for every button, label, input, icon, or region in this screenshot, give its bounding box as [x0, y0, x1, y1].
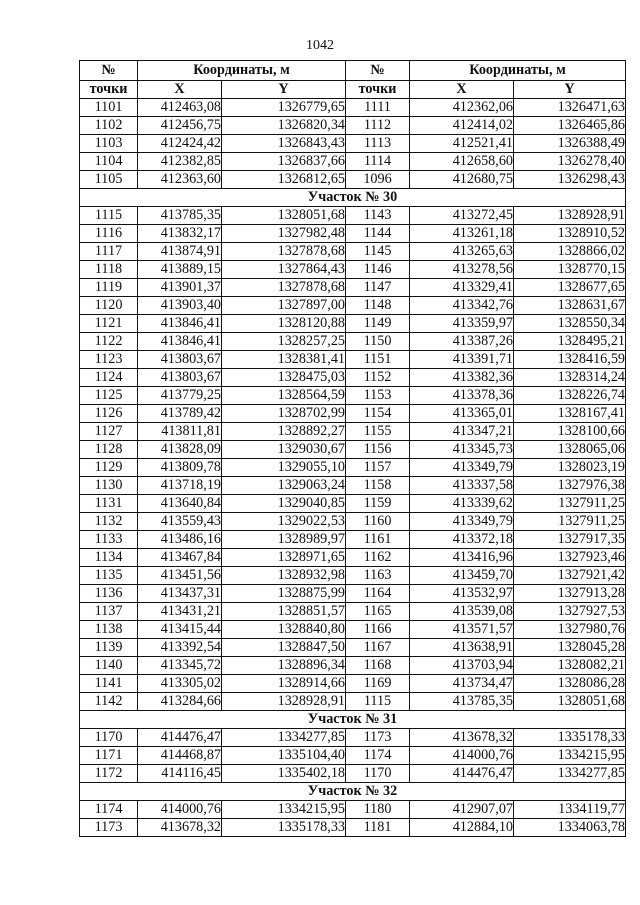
table-row	[80, 549, 626, 567]
table-row	[80, 117, 626, 135]
y-coordinate-left: 1335104,40	[222, 747, 346, 765]
y-coordinate-left: 1327982,48	[222, 225, 346, 243]
x-coordinate-right: 412362,06	[410, 99, 514, 117]
table-row	[80, 801, 626, 819]
y-coordinate-right: 1328910,52	[514, 225, 626, 243]
point-number-left: 1125	[80, 387, 138, 405]
point-number-right: 1156	[346, 441, 410, 459]
point-number-left: 1121	[80, 315, 138, 333]
x-coordinate-left: 413640,84	[138, 495, 222, 513]
y-coordinate-left: 1328564,59	[222, 387, 346, 405]
coordinates-table	[79, 60, 626, 837]
y-coordinate-left: 1328896,34	[222, 657, 346, 675]
x-coordinate-right: 412884,10	[410, 819, 514, 837]
y-coordinate-left: 1328989,97	[222, 531, 346, 549]
y-coordinate-left: 1326843,43	[222, 135, 346, 153]
x-coordinate-right: 412414,02	[410, 117, 514, 135]
x-coordinate-right: 413387,26	[410, 333, 514, 351]
x-coordinate-right: 413539,08	[410, 603, 514, 621]
point-number-right: 1111	[346, 99, 410, 117]
x-coordinate-left: 413345,72	[138, 657, 222, 675]
x-coordinate-right: 413339,62	[410, 495, 514, 513]
point-number-right: 1112	[346, 117, 410, 135]
x-coordinate-left: 414000,76	[138, 801, 222, 819]
y-coordinate-right: 1328677,65	[514, 279, 626, 297]
y-coordinate-right: 1328086,28	[514, 675, 626, 693]
y-coordinate-left: 1327897,00	[222, 297, 346, 315]
section-title: Участок № 31	[80, 711, 626, 729]
table-row	[80, 261, 626, 279]
x-coordinate-left: 412463,08	[138, 99, 222, 117]
x-coordinate-right: 413345,73	[410, 441, 514, 459]
x-coordinate-right: 413349,79	[410, 513, 514, 531]
x-coordinate-right: 413349,79	[410, 459, 514, 477]
point-number-right: 1168	[346, 657, 410, 675]
point-number-right: 1157	[346, 459, 410, 477]
point-number-left: 1127	[80, 423, 138, 441]
table-row	[80, 585, 626, 603]
y-coordinate-right: 1328495,21	[514, 333, 626, 351]
point-number-right: 1163	[346, 567, 410, 585]
y-coordinate-right: 1328550,34	[514, 315, 626, 333]
y-coordinate-right: 1328100,66	[514, 423, 626, 441]
point-number-left: 1133	[80, 531, 138, 549]
x-coordinate-left: 413789,42	[138, 405, 222, 423]
x-coordinate-left: 413678,32	[138, 819, 222, 837]
point-number-right: 1113	[346, 135, 410, 153]
table-row	[80, 765, 626, 783]
y-coordinate-left: 1327878,68	[222, 243, 346, 261]
x-coordinate-right: 412658,60	[410, 153, 514, 171]
x-coordinate-right: 413571,57	[410, 621, 514, 639]
y-coordinate-left: 1327864,43	[222, 261, 346, 279]
y-coordinate-right: 1328631,67	[514, 297, 626, 315]
x-coordinate-right: 413416,96	[410, 549, 514, 567]
x-coordinate-right: 413372,18	[410, 531, 514, 549]
y-coordinate-left: 1329055,10	[222, 459, 346, 477]
table-row	[80, 387, 626, 405]
point-number-right: 1147	[346, 279, 410, 297]
section-title: Участок № 32	[80, 783, 626, 801]
point-number-right: 1154	[346, 405, 410, 423]
x-coordinate-right: 413532,97	[410, 585, 514, 603]
y-coordinate-left: 1326837,66	[222, 153, 346, 171]
table-row	[80, 207, 626, 225]
table-row	[80, 729, 626, 747]
table-row	[80, 621, 626, 639]
x-coordinate-right: 412907,07	[410, 801, 514, 819]
point-number-left: 1102	[80, 117, 138, 135]
point-number-left: 1130	[80, 477, 138, 495]
point-number-left: 1104	[80, 153, 138, 171]
point-number-right: 1169	[346, 675, 410, 693]
table-row	[80, 297, 626, 315]
point-number-left: 1172	[80, 765, 138, 783]
y-coordinate-right: 1328866,02	[514, 243, 626, 261]
y-coordinate-right: 1326388,49	[514, 135, 626, 153]
y-coordinate-left: 1326820,34	[222, 117, 346, 135]
point-number-left: 1132	[80, 513, 138, 531]
x-coordinate-right: 413734,47	[410, 675, 514, 693]
point-number-left: 1123	[80, 351, 138, 369]
y-coordinate-right: 1328065,06	[514, 441, 626, 459]
x-coordinate-left: 413451,56	[138, 567, 222, 585]
table-body	[80, 99, 626, 837]
table-row	[80, 513, 626, 531]
point-number-left: 1174	[80, 801, 138, 819]
point-number-right: 1165	[346, 603, 410, 621]
y-coordinate-left: 1328932,98	[222, 567, 346, 585]
y-coordinate-right: 1328314,24	[514, 369, 626, 387]
point-number-right: 1155	[346, 423, 410, 441]
y-coordinate-left: 1328702,99	[222, 405, 346, 423]
x-coordinate-left: 413832,17	[138, 225, 222, 243]
y-coordinate-right: 1328045,28	[514, 639, 626, 657]
x-coordinate-left: 414476,47	[138, 729, 222, 747]
y-coordinate-left: 1334277,85	[222, 729, 346, 747]
point-number-right: 1145	[346, 243, 410, 261]
x-header-left: X	[138, 81, 222, 99]
table-row	[80, 243, 626, 261]
table-row	[80, 495, 626, 513]
x-coordinate-left: 413467,84	[138, 549, 222, 567]
point-number-right: 1164	[346, 585, 410, 603]
point-number-left: 1136	[80, 585, 138, 603]
table-row	[80, 153, 626, 171]
point-number-left: 1135	[80, 567, 138, 585]
section-title: Участок № 30	[80, 189, 626, 207]
x-coordinate-left: 413284,66	[138, 693, 222, 711]
y-coordinate-right: 1327913,28	[514, 585, 626, 603]
y-coordinate-left: 1328475,03	[222, 369, 346, 387]
x-coordinate-right: 413459,70	[410, 567, 514, 585]
section-row	[80, 189, 626, 207]
x-coordinate-left: 413811,81	[138, 423, 222, 441]
point-number-left: 1119	[80, 279, 138, 297]
y-coordinate-right: 1334215,95	[514, 747, 626, 765]
table-row	[80, 819, 626, 837]
point-number-left: 1120	[80, 297, 138, 315]
point-number-left: 1170	[80, 729, 138, 747]
table-row	[80, 171, 626, 189]
table-header	[80, 61, 626, 99]
x-coordinate-left: 413846,41	[138, 315, 222, 333]
point-number-right: 1173	[346, 729, 410, 747]
y-coordinate-right: 1326471,63	[514, 99, 626, 117]
point-number-right: 1170	[346, 765, 410, 783]
y-coordinate-right: 1334063,78	[514, 819, 626, 837]
point-number-header-no-right: №	[346, 61, 410, 81]
table-row	[80, 99, 626, 117]
y-coordinate-left: 1328914,66	[222, 675, 346, 693]
table-row	[80, 369, 626, 387]
x-coordinate-right: 413678,32	[410, 729, 514, 747]
point-number-right: 1150	[346, 333, 410, 351]
x-coordinate-right: 413785,35	[410, 693, 514, 711]
point-number-right: 1148	[346, 297, 410, 315]
point-number-right: 1146	[346, 261, 410, 279]
table-row	[80, 639, 626, 657]
table-row	[80, 477, 626, 495]
x-coordinate-left: 413718,19	[138, 477, 222, 495]
x-coordinate-left: 413903,40	[138, 297, 222, 315]
point-number-right: 1096	[346, 171, 410, 189]
table-row	[80, 225, 626, 243]
table-row	[80, 567, 626, 585]
point-number-left: 1140	[80, 657, 138, 675]
point-number-left: 1138	[80, 621, 138, 639]
y-coordinate-left: 1328257,25	[222, 333, 346, 351]
point-number-left: 1103	[80, 135, 138, 153]
table-row	[80, 279, 626, 297]
point-number-left: 1128	[80, 441, 138, 459]
x-coordinate-right: 413272,45	[410, 207, 514, 225]
point-number-left: 1117	[80, 243, 138, 261]
y-coordinate-right: 1334277,85	[514, 765, 626, 783]
y-coordinate-right: 1327921,42	[514, 567, 626, 585]
point-number-left: 1129	[80, 459, 138, 477]
y-coordinate-right: 1328051,68	[514, 693, 626, 711]
point-number-left: 1173	[80, 819, 138, 837]
point-number-left: 1105	[80, 171, 138, 189]
x-coordinate-right: 413382,36	[410, 369, 514, 387]
point-number-right: 1162	[346, 549, 410, 567]
y-coordinate-left: 1326779,65	[222, 99, 346, 117]
x-coordinate-right: 413337,58	[410, 477, 514, 495]
point-number-right: 1158	[346, 477, 410, 495]
x-coordinate-left: 412363,60	[138, 171, 222, 189]
x-coordinate-right: 413391,71	[410, 351, 514, 369]
x-coordinate-left: 412456,75	[138, 117, 222, 135]
y-coordinate-left: 1335402,18	[222, 765, 346, 783]
table-row	[80, 603, 626, 621]
x-coordinate-right: 413638,91	[410, 639, 514, 657]
point-number-right: 1152	[346, 369, 410, 387]
y-coordinate-left: 1328840,80	[222, 621, 346, 639]
x-coordinate-left: 413437,31	[138, 585, 222, 603]
point-number-right: 1174	[346, 747, 410, 765]
x-coordinate-left: 413803,67	[138, 351, 222, 369]
point-number-left: 1118	[80, 261, 138, 279]
point-number-right: 1160	[346, 513, 410, 531]
point-number-header-label: точки	[80, 81, 138, 99]
x-coordinate-right: 413278,56	[410, 261, 514, 279]
x-coordinate-right: 413703,94	[410, 657, 514, 675]
point-number-right: 1144	[346, 225, 410, 243]
table-row	[80, 423, 626, 441]
x-coordinate-right: 414476,47	[410, 765, 514, 783]
table-row	[80, 315, 626, 333]
point-number-right: 1159	[346, 495, 410, 513]
x-coordinate-left: 413559,43	[138, 513, 222, 531]
y-coordinate-left: 1328120,88	[222, 315, 346, 333]
x-coordinate-right: 412521,41	[410, 135, 514, 153]
x-coordinate-left: 413486,16	[138, 531, 222, 549]
point-number-left: 1122	[80, 333, 138, 351]
y-coordinate-right: 1328226,74	[514, 387, 626, 405]
point-number-right: 1115	[346, 693, 410, 711]
table-row	[80, 693, 626, 711]
x-coordinate-left: 413305,02	[138, 675, 222, 693]
point-number-left: 1141	[80, 675, 138, 693]
point-number-right: 1114	[346, 153, 410, 171]
y-coordinate-right: 1328928,91	[514, 207, 626, 225]
y-coordinate-left: 1334215,95	[222, 801, 346, 819]
y-coordinate-right: 1326298,43	[514, 171, 626, 189]
x-coordinate-left: 413874,91	[138, 243, 222, 261]
x-coordinate-left: 413846,41	[138, 333, 222, 351]
table-row	[80, 441, 626, 459]
y-coordinate-right: 1328082,21	[514, 657, 626, 675]
x-coordinate-left: 412382,85	[138, 153, 222, 171]
point-number-left: 1142	[80, 693, 138, 711]
x-coordinate-right: 414000,76	[410, 747, 514, 765]
table-row	[80, 657, 626, 675]
y-coordinate-left: 1327878,68	[222, 279, 346, 297]
x-coordinate-right: 413347,21	[410, 423, 514, 441]
y-coordinate-right: 1335178,33	[514, 729, 626, 747]
section-row	[80, 783, 626, 801]
point-number-left: 1171	[80, 747, 138, 765]
table-row	[80, 747, 626, 765]
x-coordinate-right: 413359,97	[410, 315, 514, 333]
point-number-right: 1167	[346, 639, 410, 657]
y-coordinate-left: 1328928,91	[222, 693, 346, 711]
y-coordinate-left: 1329063,24	[222, 477, 346, 495]
point-number-left: 1134	[80, 549, 138, 567]
y-coordinate-right: 1334119,77	[514, 801, 626, 819]
y-coordinate-right: 1327976,38	[514, 477, 626, 495]
table-row	[80, 675, 626, 693]
y-coordinate-left: 1329022,53	[222, 513, 346, 531]
x-coordinate-right: 413378,36	[410, 387, 514, 405]
y-coordinate-left: 1329040,85	[222, 495, 346, 513]
x-coordinate-right: 413329,41	[410, 279, 514, 297]
point-number-left: 1116	[80, 225, 138, 243]
point-number-header-label-right: точки	[346, 81, 410, 99]
x-coordinate-right: 413342,76	[410, 297, 514, 315]
point-number-right: 1166	[346, 621, 410, 639]
x-header-right: X	[410, 81, 514, 99]
y-coordinate-right: 1328416,59	[514, 351, 626, 369]
point-number-header-no: №	[80, 61, 138, 81]
x-coordinate-left: 413828,09	[138, 441, 222, 459]
x-coordinate-left: 413392,54	[138, 639, 222, 657]
y-header-left: Y	[222, 81, 346, 99]
x-coordinate-right: 413265,63	[410, 243, 514, 261]
point-number-left: 1137	[80, 603, 138, 621]
x-coordinate-left: 413809,78	[138, 459, 222, 477]
x-coordinate-left: 412424,42	[138, 135, 222, 153]
x-coordinate-left: 414116,45	[138, 765, 222, 783]
point-number-right: 1143	[346, 207, 410, 225]
point-number-left: 1124	[80, 369, 138, 387]
table-row	[80, 459, 626, 477]
point-number-right: 1151	[346, 351, 410, 369]
table-row	[80, 351, 626, 369]
x-coordinate-left: 413779,25	[138, 387, 222, 405]
y-coordinate-right: 1327917,35	[514, 531, 626, 549]
table-row	[80, 333, 626, 351]
x-coordinate-left: 413889,15	[138, 261, 222, 279]
coordinates-header-right: Координаты, м	[410, 61, 626, 81]
point-number-left: 1139	[80, 639, 138, 657]
y-coordinate-left: 1328847,50	[222, 639, 346, 657]
y-coordinate-right: 1328167,41	[514, 405, 626, 423]
y-coordinate-left: 1335178,33	[222, 819, 346, 837]
coordinates-header-left: Координаты, м	[138, 61, 346, 81]
point-number-left: 1115	[80, 207, 138, 225]
y-coordinate-left: 1329030,67	[222, 441, 346, 459]
y-coordinate-left: 1328875,99	[222, 585, 346, 603]
x-coordinate-right: 412680,75	[410, 171, 514, 189]
table-row	[80, 405, 626, 423]
point-number-right: 1153	[346, 387, 410, 405]
point-number-left: 1101	[80, 99, 138, 117]
y-coordinate-right: 1327923,46	[514, 549, 626, 567]
point-number-right: 1161	[346, 531, 410, 549]
y-header-right: Y	[514, 81, 626, 99]
y-coordinate-left: 1328851,57	[222, 603, 346, 621]
point-number-left: 1131	[80, 495, 138, 513]
table-row	[80, 531, 626, 549]
y-coordinate-right: 1326465,86	[514, 117, 626, 135]
x-coordinate-left: 413431,21	[138, 603, 222, 621]
y-coordinate-right: 1328023,19	[514, 459, 626, 477]
point-number-right: 1180	[346, 801, 410, 819]
y-coordinate-left: 1328381,41	[222, 351, 346, 369]
section-row	[80, 711, 626, 729]
x-coordinate-right: 413261,18	[410, 225, 514, 243]
y-coordinate-right: 1327911,25	[514, 495, 626, 513]
y-coordinate-right: 1327911,25	[514, 513, 626, 531]
y-coordinate-right: 1327927,53	[514, 603, 626, 621]
x-coordinate-left: 413901,37	[138, 279, 222, 297]
x-coordinate-left: 413803,67	[138, 369, 222, 387]
x-coordinate-left: 413785,35	[138, 207, 222, 225]
table-row	[80, 135, 626, 153]
y-coordinate-left: 1326812,65	[222, 171, 346, 189]
page-number: 1042	[306, 38, 334, 53]
y-coordinate-left: 1328971,65	[222, 549, 346, 567]
x-coordinate-right: 413365,01	[410, 405, 514, 423]
y-coordinate-right: 1327980,76	[514, 621, 626, 639]
x-coordinate-left: 414468,87	[138, 747, 222, 765]
y-coordinate-right: 1328770,15	[514, 261, 626, 279]
point-number-left: 1126	[80, 405, 138, 423]
y-coordinate-left: 1328051,68	[222, 207, 346, 225]
y-coordinate-right: 1326278,40	[514, 153, 626, 171]
x-coordinate-left: 413415,44	[138, 621, 222, 639]
y-coordinate-left: 1328892,27	[222, 423, 346, 441]
point-number-right: 1181	[346, 819, 410, 837]
point-number-right: 1149	[346, 315, 410, 333]
